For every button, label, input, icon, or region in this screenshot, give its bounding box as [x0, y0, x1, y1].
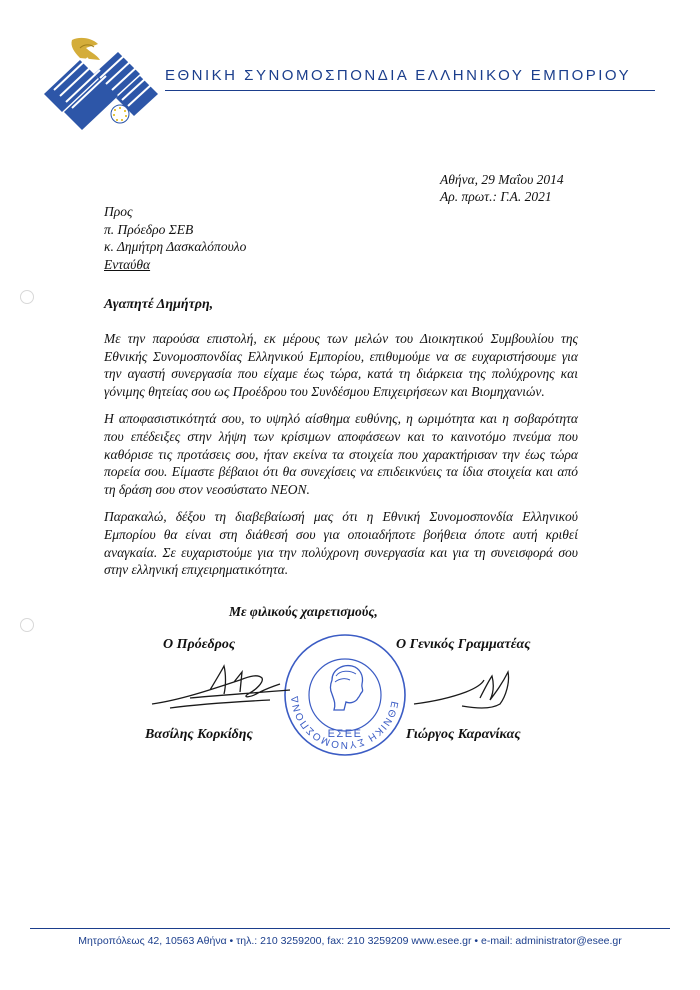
footer-contact: Μητροπόλεως 42, 10563 Αθήνα • τηλ.: 210 3259200, fax: 210 3259209 www.esee.gr • e-mail: administrator@esee.gr [78, 935, 622, 947]
recipient-block [104, 203, 246, 273]
closing: Με φιλικούς χαιρετισμούς, [229, 604, 378, 619]
body-paragraph: Με την παρούσα επιστολή, εκ μέρους των μελών του Διοικητικού Συμβουλίου της Εθνικής Συνομοσπονδίας Ελληνικού Εμπορίου, επιθυμούμε να σε ευχαριστήσουμε για την αγαστή συνεργασία που είχαμε έως τώρα, κατά τη διάρκεια της πολύχρονης και γόνιμης θητείας σου ως Προέδρου του Συνδέσμου Επιχειρήσεων και Βιομηχανιών. [104, 331, 578, 399]
organization-title: ΕΘΝΙΚΗ ΣΥΝΟΜΟΣΠΟΝΔΙΑ ΕΛΛΗΝΙΚΟΥ ΕΜΠΟΡΙΟΥ [165, 67, 632, 84]
recipient-line: Προς [104, 204, 133, 219]
protocol-number: Αρ. πρωτ.: Γ.Α. 2021 [440, 189, 552, 204]
secretary-general-signature [410, 662, 520, 714]
place-date: Αθήνα, 29 Μαΐου 2014 [440, 172, 564, 187]
official-stamp [280, 630, 410, 760]
body-paragraph: Η αποφασιστικότητά σου, το υψηλό αίσθημα ευθύνης, η ωριμότητα και η σοβαρότητα που επέδειξες στην λήψη των κρίσιμων αποφάσεων και το καινοτόμο πνεύμα που καθόρισε τις προτάσεις σου, ήταν εκείνα τα στοιχεία που χαρακτήρισαν την έως τώρα πορεία σου. Είμαστε βέβαιοι ότι θα συνεχίσεις να επιδεικνύεις τα ίδια στοιχεία και από τη δράση σου στον νεοσύστατο ΝΕΟΝ. [104, 411, 578, 497]
body-paragraph: Παρακαλώ, δέξου τη διαβεβαίωσή μας ότι η Εθνική Συνομοσπονδία Ελληνικού Εμπορίου θα είναι στη διάθεσή σου για οποιαδήποτε βοήθεια όποτε αυτή κριθεί αναγκαία. Σε ευχαριστούμε για την πολύχρονη συνεργασία και για τη συνεισφορά σου στην ελληνική επιχειρηματικότητα. [104, 509, 578, 578]
stamp-center-text: ΕΣΕΕ [327, 728, 363, 740]
president-signature [150, 660, 295, 715]
president-name: Βασίλης Κορκίδης [145, 727, 253, 742]
recipient-line: κ. Δημήτρη Δασκαλόπουλο [104, 239, 247, 254]
punch-hole [20, 290, 34, 304]
recipient-line: π. Πρόεδρο ΣΕΒ [104, 221, 194, 237]
president-title: Ο Πρόεδρος [163, 637, 236, 652]
esee-logo [40, 34, 158, 134]
letter-body [104, 330, 578, 589]
secretary-general-title: Ο Γενικός Γραμματέας [396, 637, 531, 652]
header-divider [165, 90, 655, 91]
secretary-general-name: Γιώργος Καρανίκας [406, 727, 521, 742]
punch-hole [20, 618, 34, 632]
stamp-ring-text: ΕΘΝΙΚΗ ΣΥΝΟΜΟΣΠΟΝΔ [289, 694, 400, 751]
recipient-location: Ενταύθα [104, 256, 151, 272]
salutation: Αγαπητέ Δημήτρη, [104, 297, 214, 312]
footer-divider [30, 928, 670, 929]
